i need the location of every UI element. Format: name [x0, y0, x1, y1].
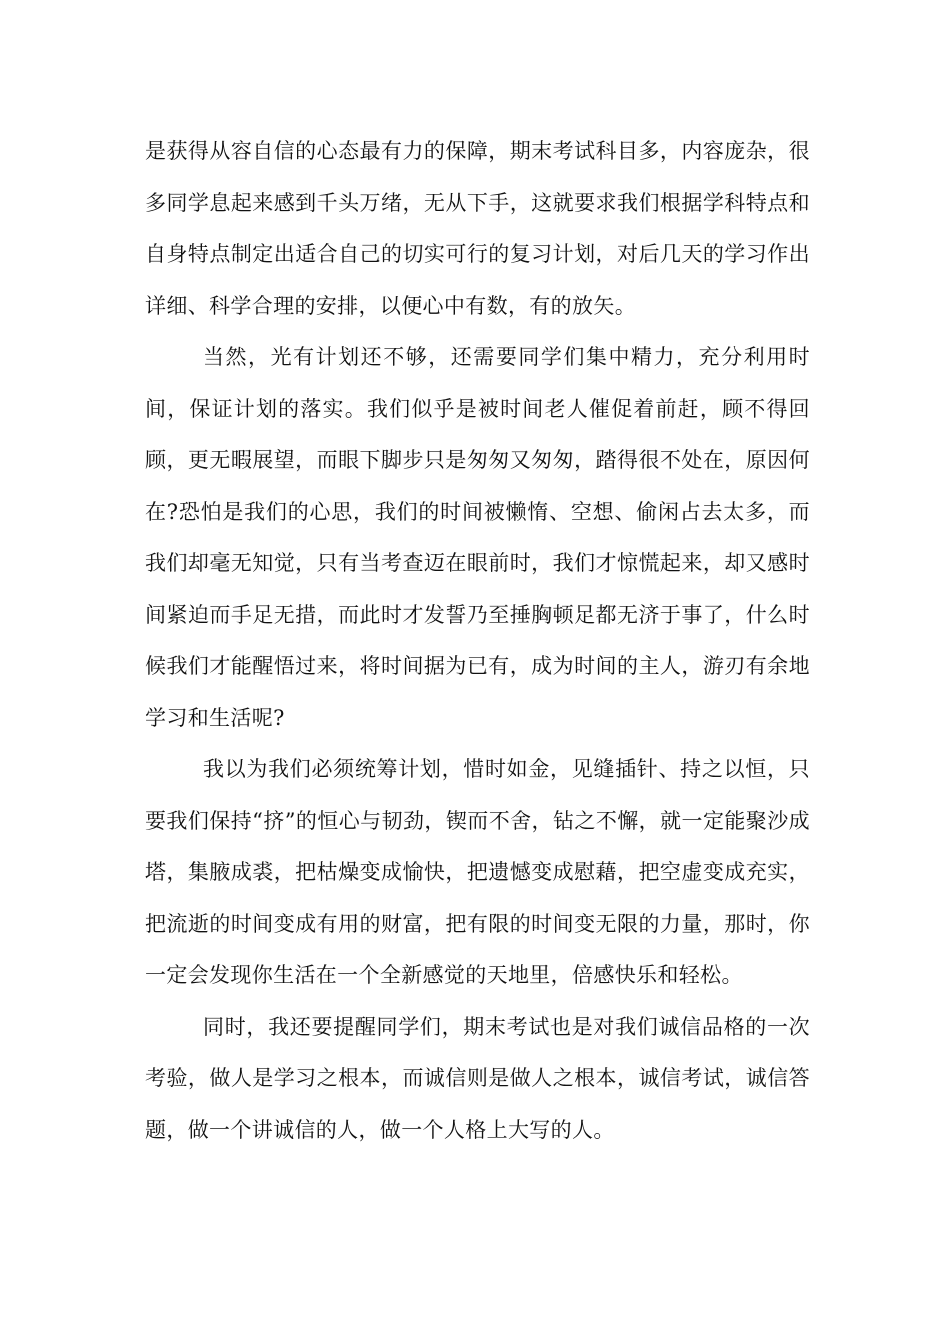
paragraph-3: 我以为我们必须统筹计划，惜时如金，见缝插针、持之以恒，只要我们保持“挤”的恒心与韧劲，锲而不舍，钻之不懈，就一定能聚沙成塔，集腋成裘，把枯燥变成愉快，把遗憾变成慰藉，把空虚变成充实，把流逝的时间变成有用的财富，把有限的时间变无限的力量，那时，你一定会发现你生活在一个全新感觉的天地里，倍感快乐和轻松。	[145, 757, 810, 987]
body-text	[145, 126, 810, 1156]
paragraph-1: 是获得从容自信的心态最有力的保障，期末考试科目多，内容庞杂，很多同学息起来感到千头万绪，无从下手，这就要求我们根据学科特点和自身特点制定出适合自己的切实可行的复习计划，对后几天的学习作出详细、科学合理的安排，以便心中有数，有的放矢。	[145, 139, 810, 318]
paragraph-2: 当然，光有计划还不够，还需要同学们集中精力，充分利用时间，保证计划的落实。我们似乎是被时间老人催促着前赶，顾不得回顾，更无暇展望，而眼下脚步只是匆匆又匆匆，踏得很不处在，原因何在?恐怕是我们的心思，我们的时间被懒惰、空想、偷闲占去太多，而我们却毫无知觉，只有当考查迈在眼前时，我们才惊慌起来，却又感时间紧迫而手足无措，而此时才发誓乃至捶胸顿足都无济于事了，什么时候我们才能醒悟过来，将时间据为已有，成为时间的主人，游刃有余地学习和生活呢?	[145, 345, 810, 730]
paragraph-4: 同时，我还要提醒同学们，期末考试也是对我们诚信品格的一次考验，做人是学习之根本，而诚信则是做人之根本，诚信考试，诚信答题，做一个讲诚信的人，做一个人格上大写的人。	[145, 1014, 810, 1142]
